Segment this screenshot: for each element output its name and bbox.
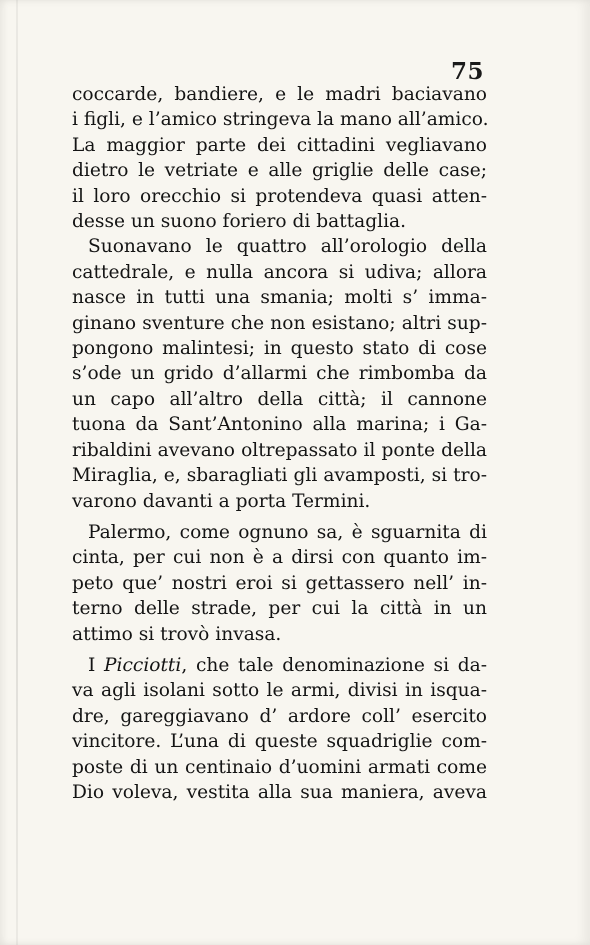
- paragraph-1: [72, 82, 487, 234]
- text-line: il loro orecchio si protendeva quasi atten‑: [72, 185, 487, 207]
- text-line: tuona da Sant’Antonino alla marina; i Ga‑: [72, 414, 487, 436]
- text-line-with-italic: [72, 653, 487, 678]
- text-line: Miraglia, e, sbaragliati gli avamposti, si tro‑: [72, 465, 487, 487]
- text-line: poste di un centinaio d’uomini armati come: [72, 756, 487, 778]
- italic-term: Picciotti: [104, 654, 182, 676]
- text-line: Dio voleva, vestita alla sua maniera, aveva: [72, 781, 487, 803]
- text-line: ginano sventure che non esistano; altri sup‑: [72, 312, 487, 334]
- text-line: desse un suono foriero di battaglia.: [72, 211, 407, 233]
- page-gutter-shadow: [16, 0, 18, 945]
- text-line: i figli, e l’amico stringeva la mano all’amico.: [72, 109, 489, 131]
- text-line: La maggior parte dei cittadini vegliavano: [72, 134, 487, 156]
- text-line: pongono malintesi; in questo stato di cose: [72, 338, 487, 360]
- text-fragment: , che tale denominazione si da‑: [181, 654, 487, 676]
- text-line: cattedrale, e nulla ancora si udiva; allora: [72, 261, 487, 283]
- text-line: dietro le vetriate e alle griglie delle case;: [72, 160, 487, 182]
- text-line: cinta, per cui non è a dirsi con quanto im‑: [72, 547, 487, 569]
- text-line: un capo all’altro della città; il cannone: [72, 388, 487, 410]
- paragraph-3: [72, 520, 487, 647]
- text-line: Suonavano le quattro all’orologio della: [88, 236, 487, 258]
- text-line: terno delle strade, per cui la città in un: [72, 598, 487, 620]
- text-line: nasce in tutti una smania; molti s’ imma‑: [72, 287, 487, 309]
- text-line: coccarde, bandiere, e le madri baciavano: [72, 84, 487, 105]
- text-line: varono davanti a porta Termini.: [72, 490, 371, 512]
- text-line: Palermo, come ognuno sa, è sguarnita di: [88, 521, 487, 543]
- page-body-text: [72, 82, 487, 805]
- paragraph-2: [72, 234, 487, 513]
- text-line: peto que’ nostri eroi si gettassero nell’ in‑: [72, 572, 487, 594]
- text-line: dre, gareggiavano d’ ardore coll’ esercito: [72, 705, 487, 727]
- text-line: vincitore. L’una di queste squadriglie com‑: [72, 731, 487, 753]
- text-line: attimo si trovò invasa.: [72, 623, 282, 645]
- paragraph-4: [72, 653, 487, 805]
- text-fragment: I: [88, 654, 105, 676]
- text-line: ribaldini avevano oltrepassato il ponte della: [72, 439, 487, 461]
- text-line: s’ode un grido d’allarmi che rimbomba da: [72, 363, 487, 385]
- text-line: va agli isolani sotto le armi, divisi in isqua‑: [72, 680, 487, 702]
- page-number: 75: [450, 58, 484, 85]
